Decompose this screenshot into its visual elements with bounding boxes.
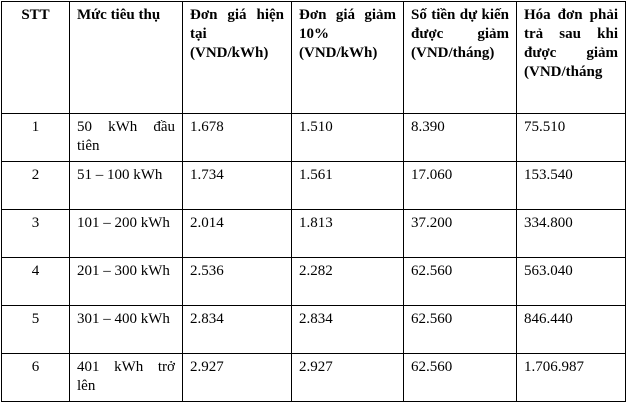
- electricity-price-table: [1, 1, 626, 402]
- cell-current-price: 1.678: [183, 114, 292, 162]
- cell-consumption-level: 51 – 100 kWh: [70, 162, 183, 210]
- cell-current-price: 2.927: [183, 354, 292, 402]
- cell-expected-reduction: 8.390: [404, 114, 517, 162]
- cell-current-price: 2.536: [183, 258, 292, 306]
- table-header-row: [2, 2, 626, 114]
- cell-consumption-level: 50 kWh đầu tiên: [70, 114, 183, 162]
- header-reduced-price: Đơn giá giảm 10% (VND/kWh): [292, 2, 404, 114]
- cell-bill-after-reduction: 846.440: [517, 306, 626, 354]
- cell-stt: 4: [2, 258, 70, 306]
- table-row: [2, 306, 626, 354]
- cell-expected-reduction: 62.560: [404, 354, 517, 402]
- cell-current-price: 2.834: [183, 306, 292, 354]
- cell-reduced-price: 1.813: [292, 210, 404, 258]
- header-consumption-level: Mức tiêu thụ: [70, 2, 183, 114]
- header-stt: STT: [2, 2, 70, 114]
- cell-consumption-level: 201 – 300 kWh: [70, 258, 183, 306]
- header-bill-after-reduction: Hóa đơn phải trả sau khi được giảm (VND/tháng: [517, 2, 626, 114]
- table-row: [2, 354, 626, 402]
- cell-current-price: 2.014: [183, 210, 292, 258]
- cell-bill-after-reduction: 153.540: [517, 162, 626, 210]
- cell-consumption-level: 101 – 200 kWh: [70, 210, 183, 258]
- cell-stt: 3: [2, 210, 70, 258]
- cell-stt: 1: [2, 114, 70, 162]
- cell-expected-reduction: 62.560: [404, 258, 517, 306]
- cell-bill-after-reduction: 334.800: [517, 210, 626, 258]
- header-current-price: Đơn giá hiện tại (VND/kWh): [183, 2, 292, 114]
- cell-reduced-price: 2.282: [292, 258, 404, 306]
- cell-bill-after-reduction: 1.706.987: [517, 354, 626, 402]
- table-row: [2, 210, 626, 258]
- cell-consumption-level: 301 – 400 kWh: [70, 306, 183, 354]
- cell-reduced-price: 1.510: [292, 114, 404, 162]
- cell-reduced-price: 2.834: [292, 306, 404, 354]
- table-row: [2, 258, 626, 306]
- cell-stt: 6: [2, 354, 70, 402]
- cell-expected-reduction: 62.560: [404, 306, 517, 354]
- table-row: [2, 162, 626, 210]
- table-row: [2, 114, 626, 162]
- cell-consumption-level: 401 kWh trở lên: [70, 354, 183, 402]
- cell-expected-reduction: 17.060: [404, 162, 517, 210]
- cell-stt: 5: [2, 306, 70, 354]
- cell-bill-after-reduction: 75.510: [517, 114, 626, 162]
- cell-expected-reduction: 37.200: [404, 210, 517, 258]
- cell-current-price: 1.734: [183, 162, 292, 210]
- cell-reduced-price: 1.561: [292, 162, 404, 210]
- cell-bill-after-reduction: 563.040: [517, 258, 626, 306]
- cell-reduced-price: 2.927: [292, 354, 404, 402]
- header-expected-reduction: Số tiền dự kiến được giảm (VND/tháng): [404, 2, 517, 114]
- cell-stt: 2: [2, 162, 70, 210]
